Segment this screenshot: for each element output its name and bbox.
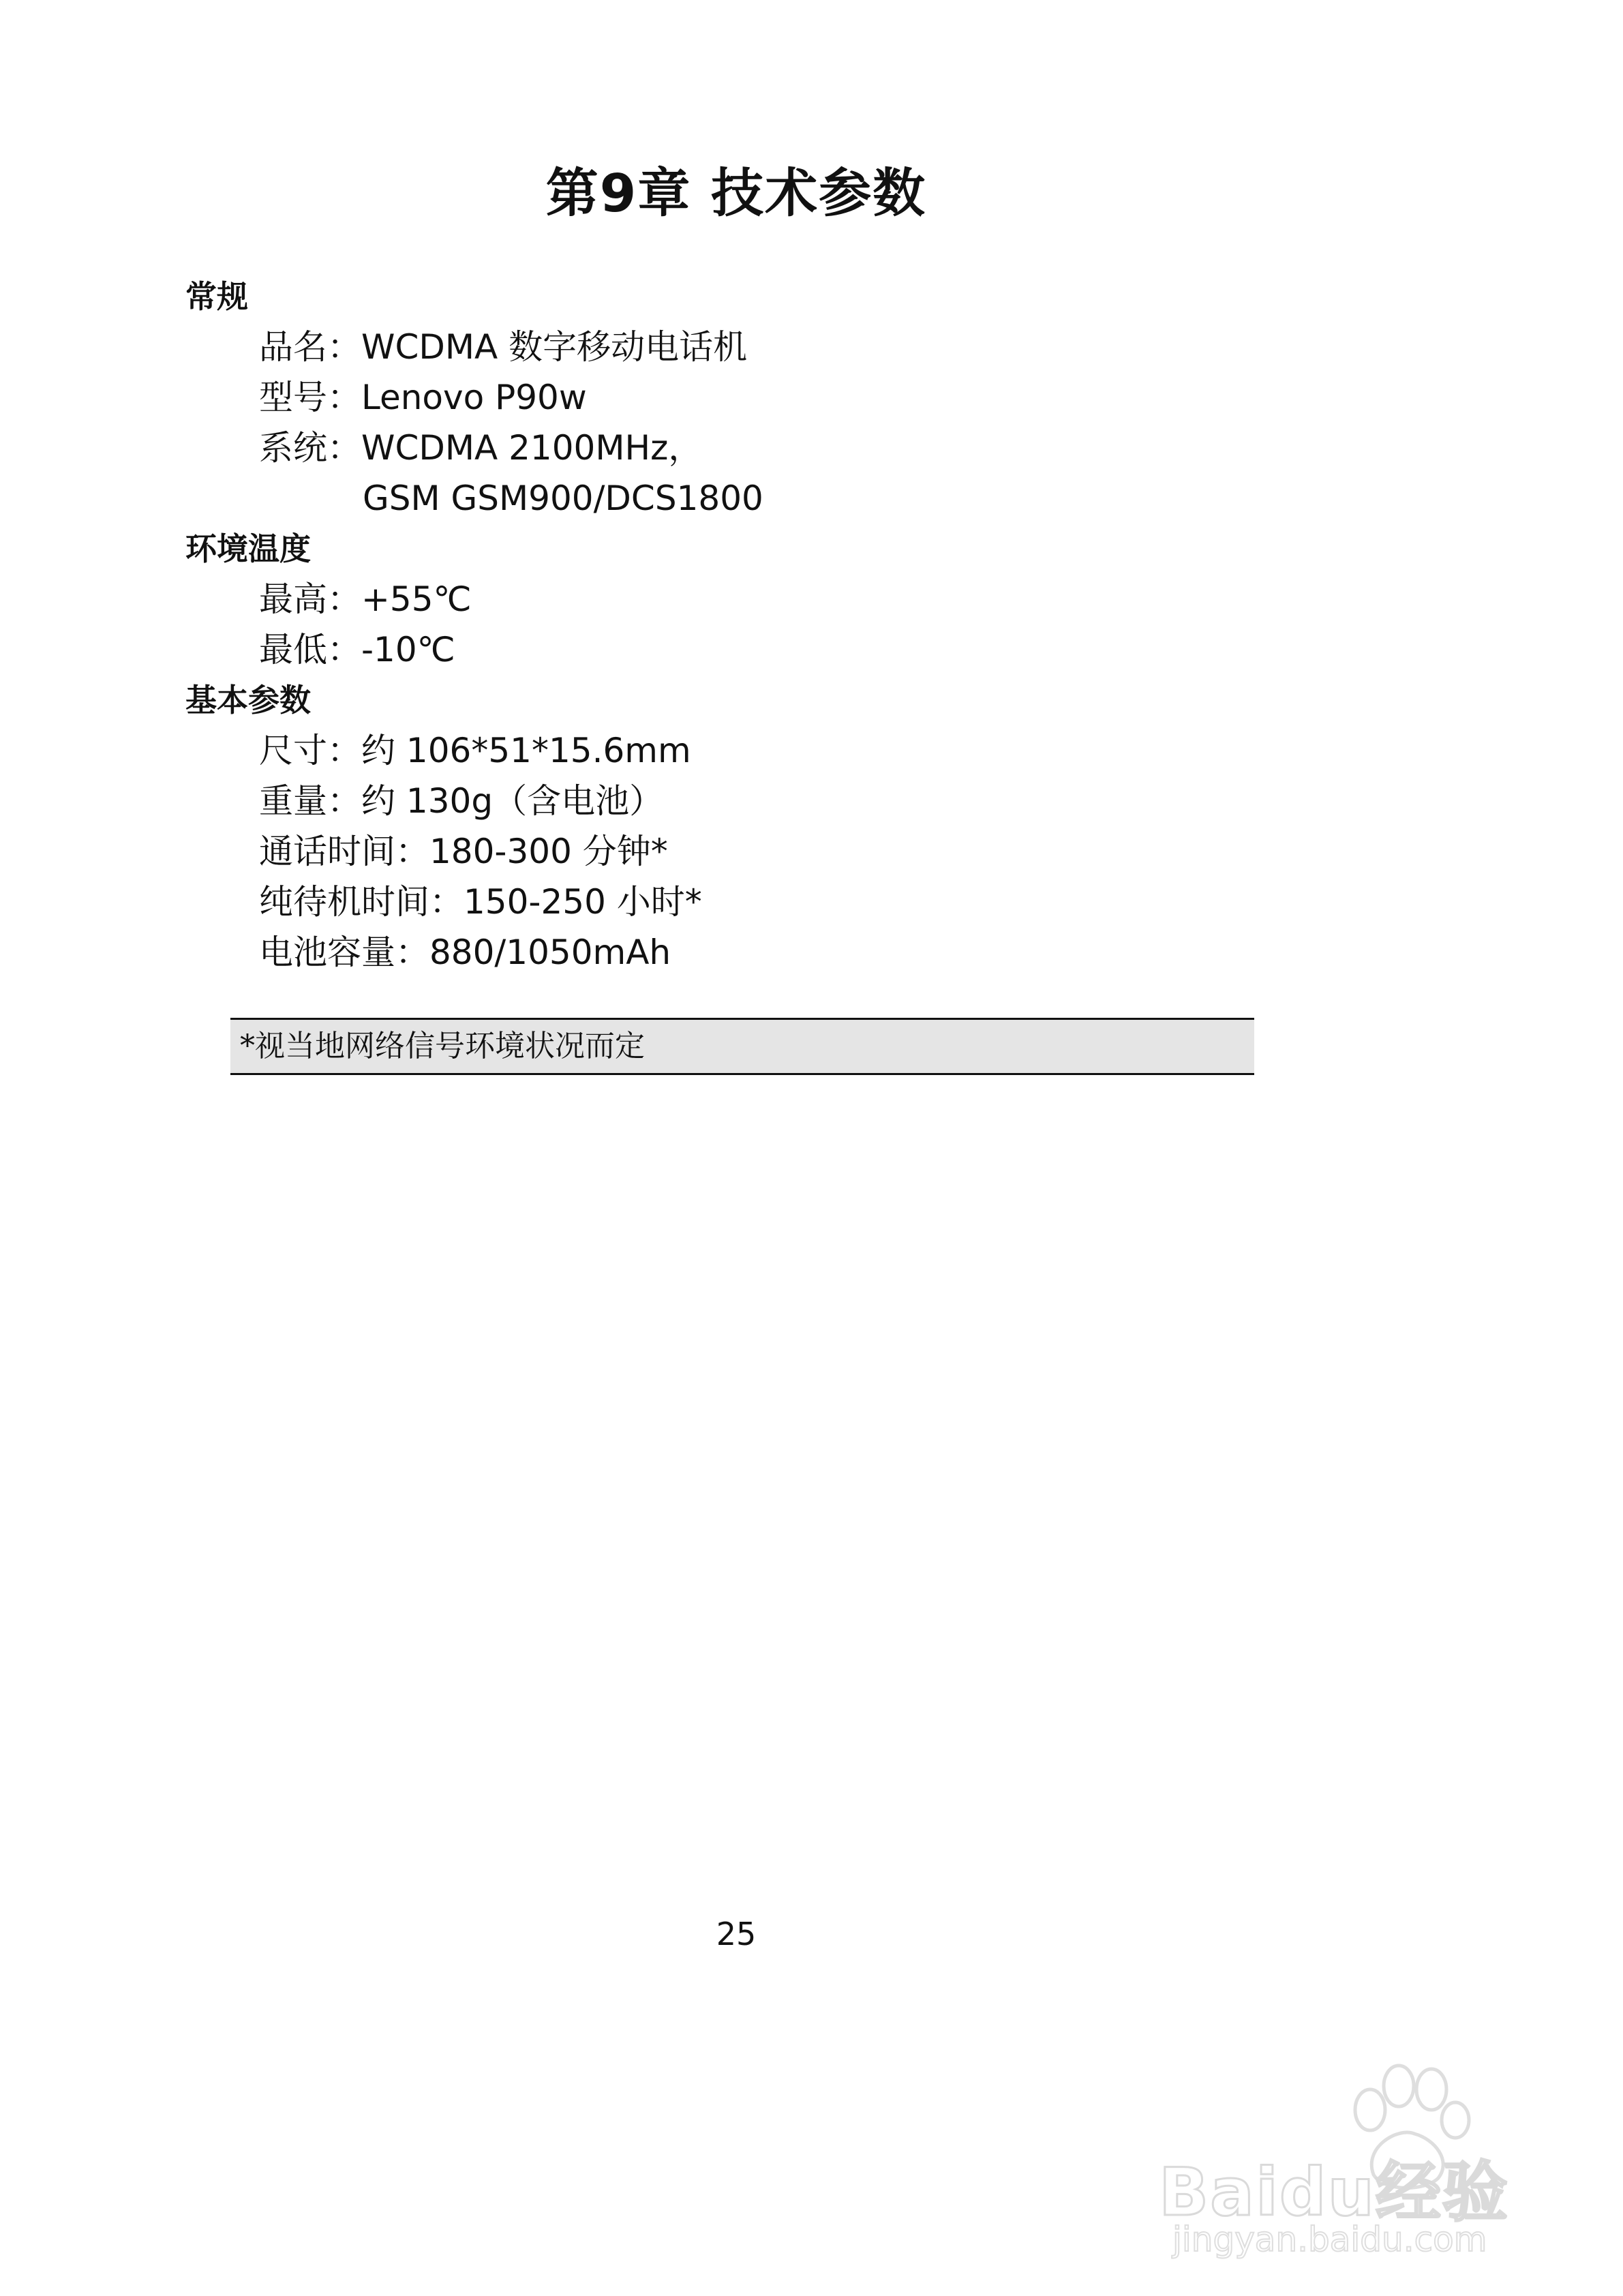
baidu-watermark [1152, 2059, 1588, 2263]
spec-label: 电池容量： [259, 933, 429, 972]
spec-value: 180-300 分钟* [429, 832, 668, 871]
spec-value: 150-250 小时* [464, 882, 702, 922]
spec-item-standby-time [185, 877, 1276, 927]
spec-item-weight [185, 776, 1276, 826]
spec-item-product-name [185, 322, 1276, 372]
section-heading-basic-params: 基本参数 [185, 682, 311, 719]
spec-content [185, 271, 1276, 978]
watermark-url: jingyan.baidu.com [1172, 2220, 1487, 2259]
section-heading-temperature: 环境温度 [185, 530, 311, 567]
footnote-box: *视当地网络信号环境状况而定 [230, 1018, 1254, 1075]
spec-value: 约 130g（含电池） [361, 781, 664, 821]
spec-label: 尺寸： [259, 731, 361, 770]
spec-label: 系统： [259, 428, 361, 468]
spec-label: 最高： [259, 579, 361, 619]
spec-value: -10℃ [361, 630, 455, 669]
spec-value: GSM GSM900/DCS1800 [363, 479, 763, 518]
spec-value: +55℃ [361, 579, 472, 619]
spec-label: 型号： [259, 378, 361, 417]
section-heading-general: 常规 [185, 278, 248, 315]
spec-item-battery-capacity [185, 927, 1276, 978]
spec-value: WCDMA 数字移动电话机 [361, 327, 748, 367]
spec-item-system [185, 423, 1276, 473]
spec-label: 重量： [259, 781, 361, 821]
watermark-brand: Baidu经验 [1159, 2154, 1509, 2231]
spec-item-max-temp [185, 574, 1276, 624]
chapter-title: 第9章 技术参数 [545, 164, 927, 224]
spec-item-min-temp [185, 624, 1276, 675]
spec-label: 纯待机时间： [259, 882, 464, 922]
spec-label: 品名： [259, 327, 361, 367]
spec-value: 880/1050mAh [429, 933, 671, 972]
spec-label: 最低： [259, 630, 361, 669]
spec-item-talk-time [185, 826, 1276, 877]
spec-value: 约 106*51*15.6mm [361, 731, 691, 770]
spec-item-model [185, 372, 1276, 423]
spec-item-system-continued [185, 473, 1276, 524]
spec-label: 通话时间： [259, 832, 429, 871]
spec-value: WCDMA 2100MHz， [361, 428, 703, 468]
page-number: 25 [716, 1916, 757, 1952]
spec-item-size [185, 725, 1276, 776]
spec-value: Lenovo P90w [361, 378, 587, 417]
